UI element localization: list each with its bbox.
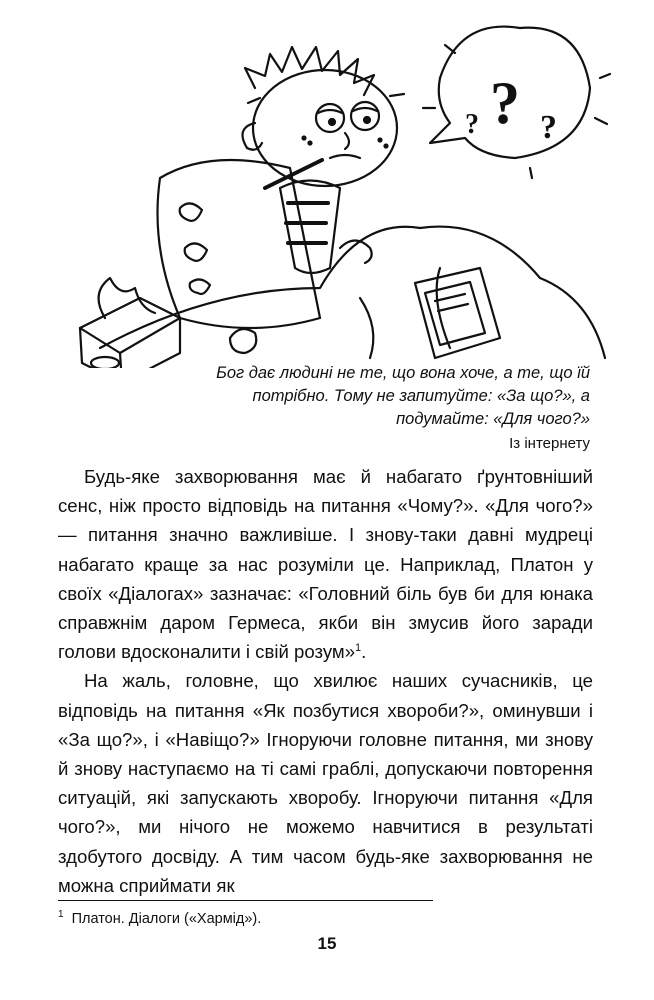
boy-head: [243, 47, 405, 188]
tissue-box: [80, 278, 180, 368]
svg-text:?: ?: [490, 70, 520, 136]
footnote-divider: [58, 900, 433, 901]
footnote-reference[interactable]: 1: [355, 642, 362, 655]
epigraph: [200, 362, 590, 455]
page-number: 15: [317, 934, 337, 953]
speech-bubble: [423, 27, 610, 178]
blanket: [100, 227, 605, 358]
main-text: [58, 462, 593, 900]
paragraph-2: [58, 666, 593, 900]
scarf: [280, 181, 340, 274]
magazine: [415, 268, 500, 358]
paragraph-1-tail: .: [361, 641, 367, 663]
sick-boy-illustration: [60, 18, 620, 368]
paragraph-1: [58, 462, 593, 666]
svg-text:?: ?: [540, 109, 557, 146]
footnote-text: Платон. Діалоги («Хармід»).: [71, 910, 262, 927]
epigraph-quote: Бог дає людині не те, що вона хоче, а те, що їй потрібно. Тому не запитуйте: «За що?», а подумайте: «Для чого?»: [216, 364, 590, 428]
paragraph-1-text: Будь-яке захворювання має й набагато ґрунтовніший сенс, ніж просто відповідь на питання «Чому?». «Для чого?» — питання значно важливіше. І знову-таки давні мудреці набагато краще за нас розуміли це. Наприклад, Платон у своїх «Діалогах» зазначає: «Головний біль був би для юнака справжнім даром Гермеса, якби він змусив його заради голови вдосконалити і свій розум»: [58, 466, 593, 663]
footnote: [58, 906, 578, 928]
paragraph-2-text: На жаль, головне, що хвилює наших сучасників, це відповідь на питання «Як позбутися хвороби?», оминувши і «За що?», і «Навіщо?» Ігноруючи головне питання, ми знову й знову наступаємо на ті самі граблі, допускаючи повторення ситуацій, які запускають хворобу. Ігноруючи питання «Для чого?», ми нічого не можемо навчитися в результаті здобутого досвіду. А тим часом будь-яке захворювання не можна сприймати як: [58, 670, 593, 896]
footnote-mark: 1: [58, 909, 64, 920]
epigraph-source: Із інтернету: [509, 435, 590, 452]
svg-text:?: ?: [465, 109, 479, 140]
